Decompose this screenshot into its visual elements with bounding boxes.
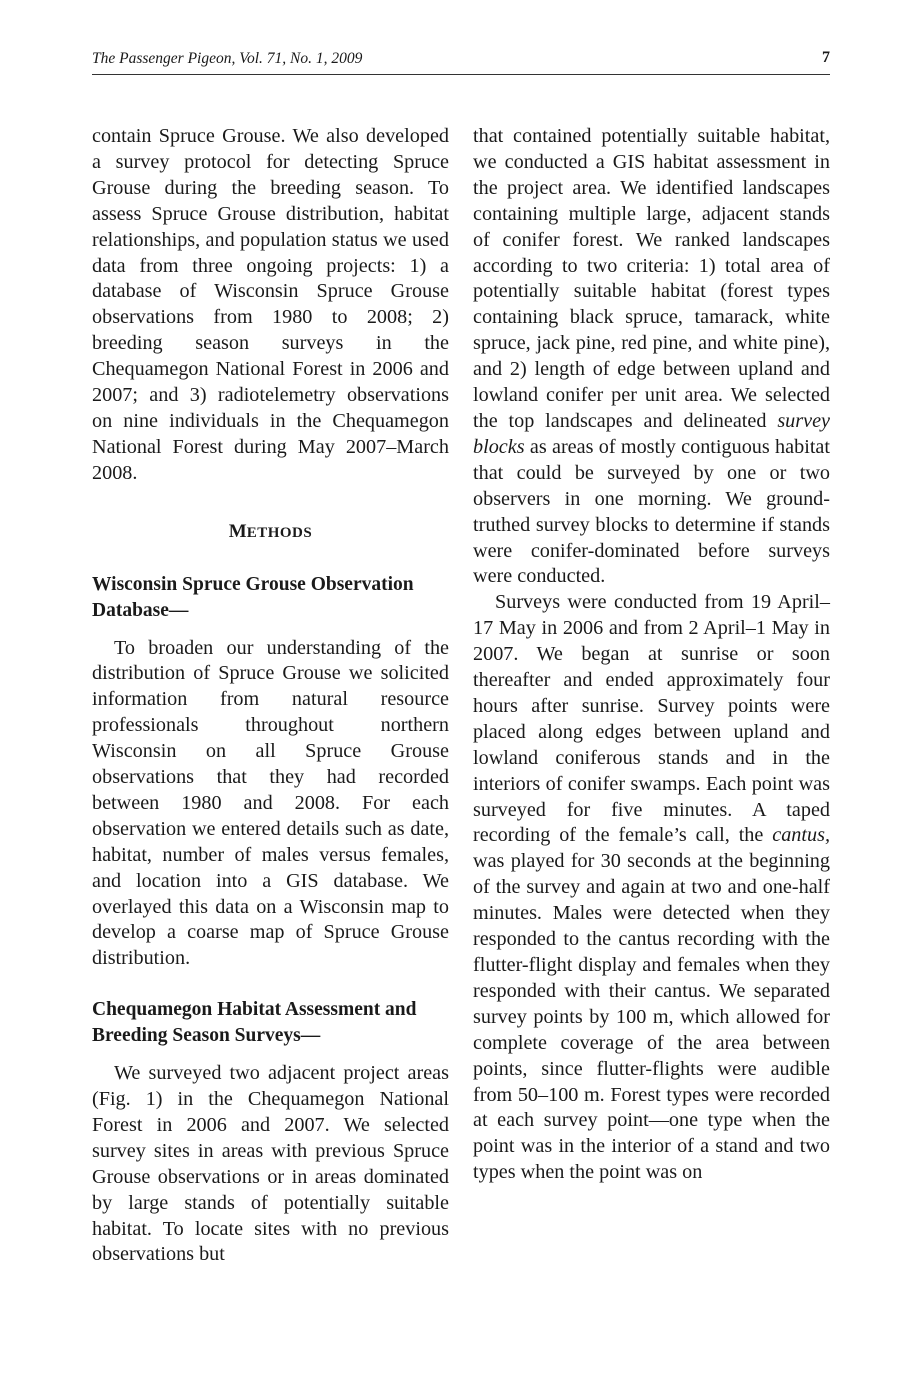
methods-heading-initial: M xyxy=(228,520,247,542)
journal-title: The Passenger Pigeon, Vol. 71, No. 1, 2009 xyxy=(92,50,363,67)
right-column xyxy=(473,124,830,1186)
cantus-term: cantus, xyxy=(772,824,830,847)
habitat-assessment-paragraph xyxy=(473,124,830,590)
page-number: 7 xyxy=(822,49,830,66)
methods-heading-rest: ETHODS xyxy=(246,524,313,541)
surveys-paragraph xyxy=(473,590,830,1186)
methods-heading xyxy=(92,519,449,546)
left-column xyxy=(92,124,449,1268)
habitat-paragraph: We surveyed two adjacent project areas (Fig. 1) in the Chequamegon National Forest in 2006 and 2007. We selected survey sites in areas with previous Spruce Grouse observations or in areas dominated by large stands of potentially suitable habitat. To locate sites with no previous observations but xyxy=(92,1062,449,1266)
surveys-text-b: was played for 30 seconds at the beginning of the survey and again at two and one-half minutes. Males were detected when they responded to the cantus recording with the flutter-flight display and females when they responded with their cantus. We separated survey points by 100 m, which allowed for complete coverage of the area between points, since flutter-flights were audible from 50–100 m. Forest types were recorded at each survey point—one type when the point was in the interior of a stand and two types when the point was on xyxy=(473,850,830,1184)
surveys-text-a: Surveys were conducted from 19 April–17 May in 2006 and from 2 April–1 May in 2007. We began at sunrise or soon thereafter and ended approximately four hours after sunrise. Survey points were placed along edges between upland and lowland coniferous stands and in the interiors of conifer swamps. Each point was surveyed for five minutes. A taped recording of the female’s call, the xyxy=(473,591,830,847)
habitat-assessment-text-a: that contained potentially suitable habitat, we conducted a GIS habitat assessment in the project area. We identified landscapes containing multiple large, adjacent stands of conifer forest. We ranked landscapes according to two criteria: 1) total area of potentially suitable habitat (forest types containing black spruce, tamarack, white spruce, jack pine, red pine, and white pine), and 2) length of edge between upland and lowland conifer per unit area. We selected the top landscapes and delineated xyxy=(473,125,830,432)
habitat-subheading: Chequamegon Habitat Assessment and Breeding Season Surveys— xyxy=(92,999,417,1047)
database-paragraph: To broaden our understanding of the distribution of Spruce Grouse we solicited information from natural resource professionals throughout northern Wisconsin on all Spruce Grouse observations that they had recorded between 1980 and 2008. For each observation we entered details such as date, habitat, number of males versus females, and location into a GIS database. We overlayed this data on a Wisconsin map to develop a coarse map of Spruce Grouse distribution. xyxy=(92,636,449,970)
habitat-assessment-text-b: as areas of mostly contiguous habitat that could be surveyed by one or two observers in one morning. We ground-truthed survey blocks to determine if stands were conifer-dominated before surveys were conducted. xyxy=(473,435,830,588)
database-subheading: Wisconsin Spruce Grouse Observation Database— xyxy=(92,573,414,621)
running-head xyxy=(92,48,830,75)
intro-paragraph: contain Spruce Grouse. We also developed a survey protocol for detecting Spruce Grouse during the breeding season. To assess Spruce Grouse distribution, habitat relationships, and population status we used data from three ongoing projects: 1) a database of Wisconsin Spruce Grouse observations from 1980 to 2008; 2) breeding season surveys in the Chequamegon National Forest in 2006 and 2007; and 3) radiotelemetry observations on nine individuals in the Chequamegon National Forest during May 2007–March 2008. xyxy=(92,125,449,484)
survey-blocks-term: survey blocks xyxy=(473,409,830,458)
